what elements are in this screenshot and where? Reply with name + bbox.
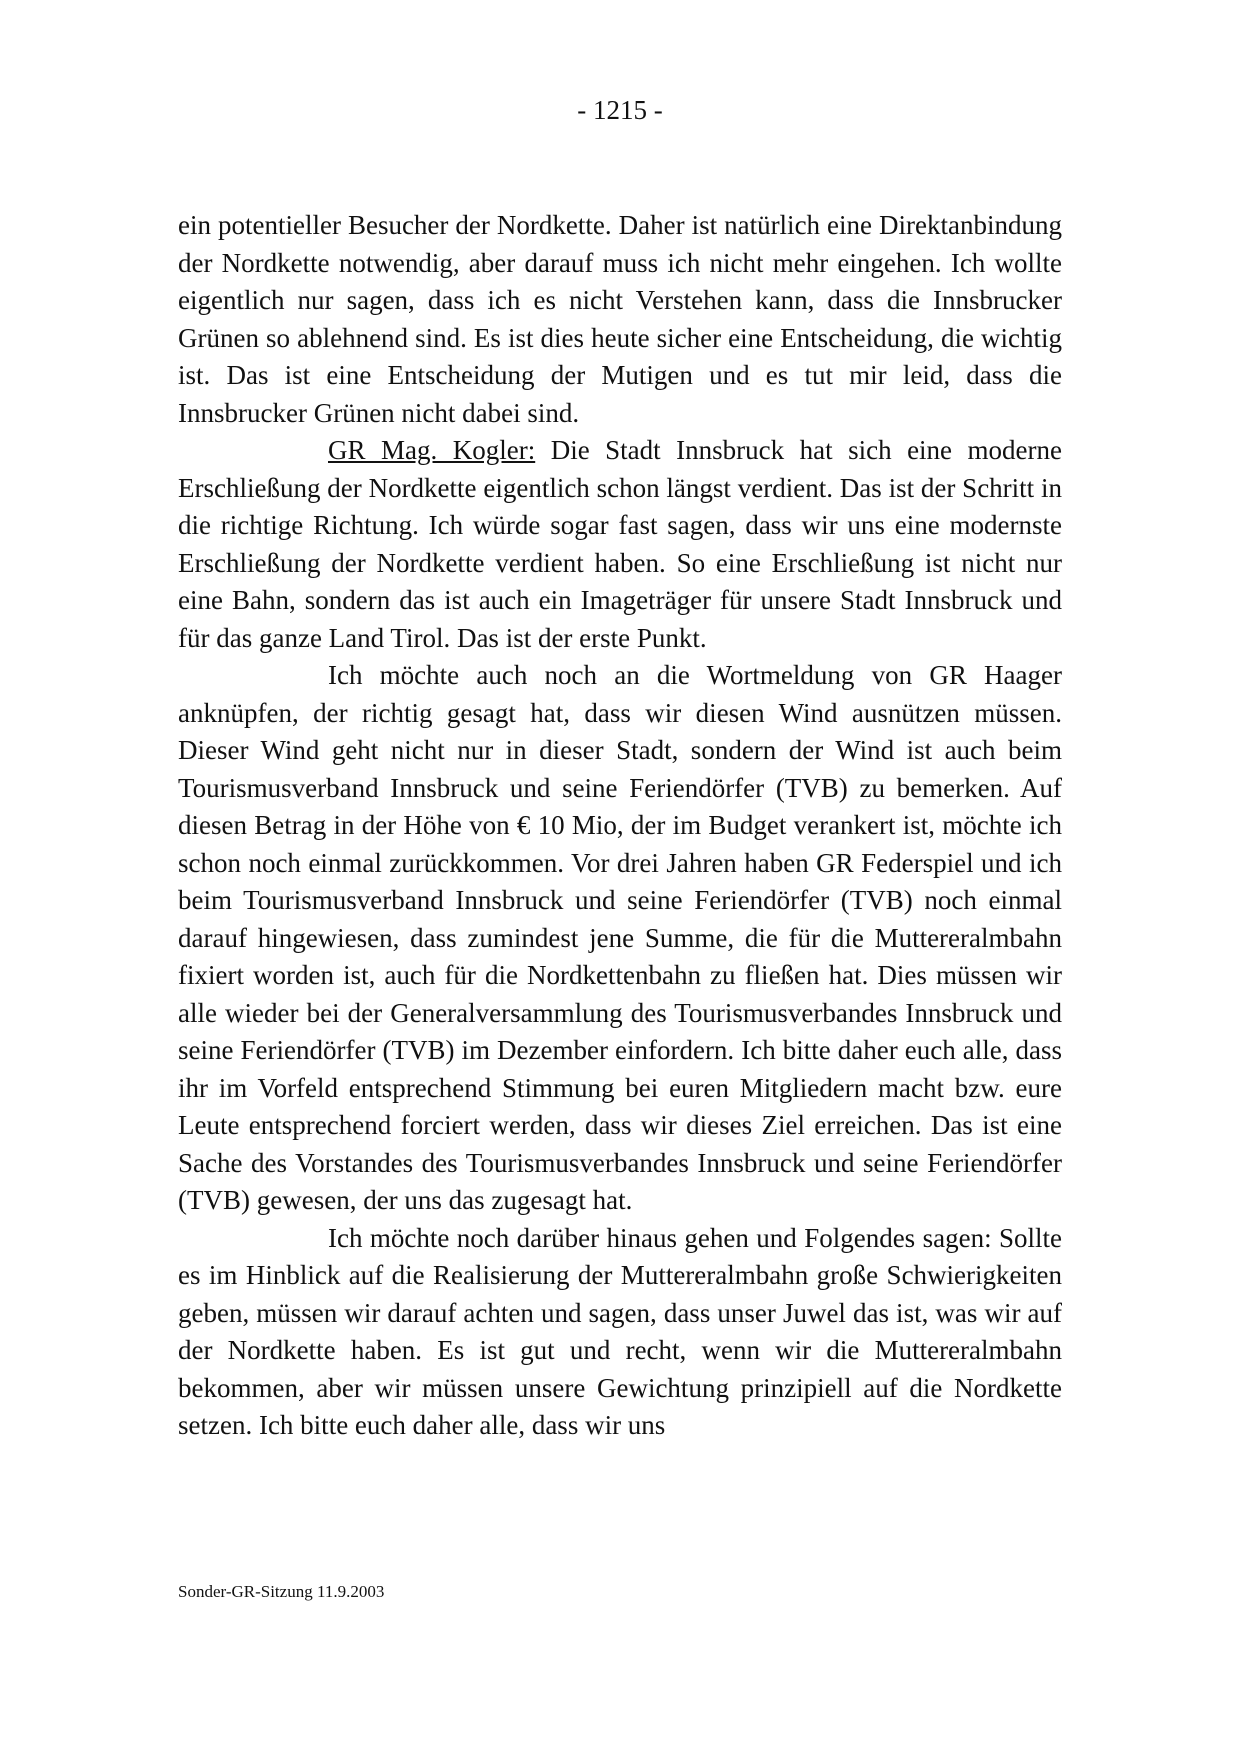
paragraph-1: ein potentieller Besucher der Nordkette. Daher ist natürlich eine Direktanbindung der Nordkette notwendig, aber darauf muss ich nicht mehr eingehen. Ich wollte eigentlich nur sagen, dass ich es nicht Verstehen kann, dass die Innsbrucker Grünen so ablehnend sind. Es ist dies heute sicher eine Entscheidung, die wichtig ist. Das ist eine Entscheidung der Mutigen und es tut mir leid, dass die Innsbrucker Grünen nicht dabei sind. — [178, 210, 1062, 428]
paragraph-4: Ich möchte noch darüber hinaus gehen und Folgendes sagen: Sollte es im Hinblick auf die Realisierung der Muttereralmbahn große Schwierigkeiten geben, müssen wir darauf achten und sagen, dass unser Juwel das ist, was wir auf der Nordkette haben. Es ist gut und recht, wenn wir die Muttereralmbahn bekommen, aber wir müssen unsere Gewichtung prinzipiell auf die Nordkette setzen. Ich bitte euch daher alle, dass wir uns — [178, 1222, 1062, 1440]
footer-session-label: Sonder-GR-Sitzung 11.9.2003 — [178, 1582, 385, 1601]
paragraph-2 — [178, 432, 1062, 657]
speaker-label: GR Mag. Kogler: — [328, 435, 536, 465]
page-number: - 1215 - — [577, 95, 663, 125]
paragraph-2-text: Die Stadt Innsbruck hat sich eine moderne Erschließung der Nordkette eigentlich schon längst verdient. Das ist der Schritt in die richtige Richtung. Ich würde sogar fast sagen, dass wir uns eine modernste Erschließung der Nordkette verdient haben. So eine Erschließung ist nicht nur eine Bahn, sondern das ist auch ein Imageträger für unsere Stadt Innsbruck und für das ganze Land Tirol. Das ist der erste Punkt. — [178, 435, 1062, 653]
document-body — [178, 207, 1062, 1445]
paragraph-3: Ich möchte auch noch an die Wortmeldung von GR Haager anknüpfen, der richtig gesagt hat, dass wir diesen Wind ausnützen müssen. Dieser Wind geht nicht nur in dieser Stadt, sondern der Wind ist auch beim Tourismusverband Innsbruck und seine Feriendörfer (TVB) zu bemerken. Auf diesen Betrag in der Höhe von € 10 Mio, der im Budget verankert ist, möchte ich schon noch einmal zurückkommen. Vor drei Jahren haben GR Federspiel und ich beim Tourismusverband Innsbruck und seine Feriendörfer (TVB) noch einmal darauf hingewiesen, dass zumindest jene Summe, die für die Muttereralmbahn fixiert worden ist, auch für die Nordkettenbahn zu fließen hat. Dies müssen wir alle wieder bei der Generalversammlung des Tourismusverbandes Innsbruck und seine Feriendörfer (TVB) im Dezember einfordern. Ich bitte daher euch alle, dass ihr im Vorfeld entsprechend Stimmung bei euren Mitgliedern macht bzw. eure Leute entsprechend forciert werden, dass wir dieses Ziel erreichen. Das ist eine Sache des Vorstandes des Tourismusverbandes Innsbruck und seine Feriendörfer (TVB) gewesen, der uns das zugesagt hat. — [178, 660, 1062, 1215]
